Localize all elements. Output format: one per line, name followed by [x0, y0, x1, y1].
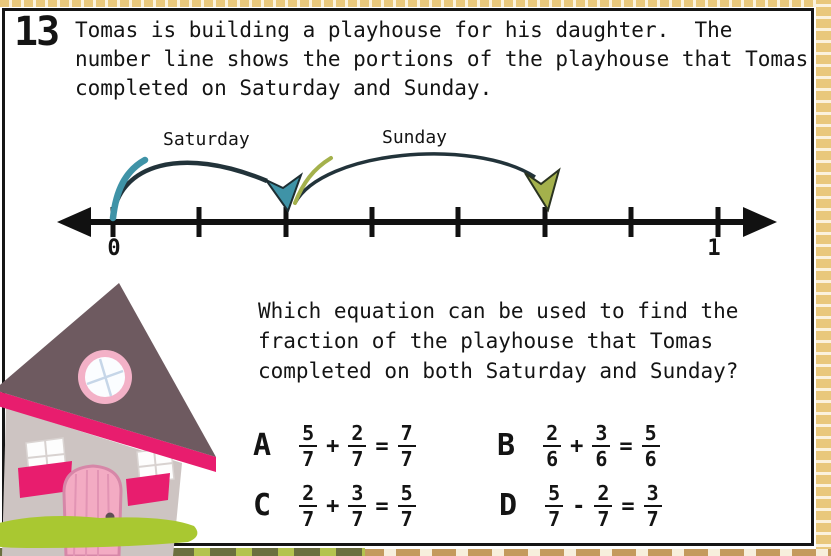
saturday-arc-highlight — [113, 160, 145, 218]
numerator: 5 — [302, 421, 315, 445]
saturday-label: Saturday — [163, 129, 250, 150]
operator: + — [326, 433, 340, 459]
prompt-line-3: completed on Saturday and Sunday. — [75, 76, 493, 100]
operator: - — [572, 493, 586, 519]
sub-question-line-3: completed on both Saturday and Sunday? — [258, 359, 739, 383]
question-prompt — [75, 16, 808, 103]
equals-sign: = — [375, 433, 389, 459]
playhouse-illustration — [0, 278, 230, 556]
denominator: 7 — [348, 505, 366, 529]
choice-letter: C — [253, 488, 272, 523]
fraction — [398, 483, 416, 529]
number-line-left-arrowhead-icon — [57, 207, 91, 237]
operator: + — [326, 493, 340, 519]
number-line-right-arrowhead-icon — [743, 207, 777, 237]
denominator: 6 — [592, 445, 610, 469]
fraction — [644, 483, 662, 529]
numerator: 2 — [302, 481, 315, 505]
numerator: 2 — [546, 421, 559, 445]
numerator: 3 — [595, 421, 608, 445]
operator: + — [570, 433, 584, 459]
numerator: 3 — [351, 481, 364, 505]
fraction — [543, 423, 561, 469]
numerator: 5 — [548, 481, 561, 505]
denominator: 7 — [299, 445, 317, 469]
fraction — [299, 483, 317, 529]
equals-sign: = — [375, 493, 389, 519]
question-number: 13 — [14, 9, 59, 55]
choice-d — [499, 480, 662, 532]
sunday-label: Sunday — [382, 127, 448, 148]
grass — [0, 516, 197, 548]
fraction — [299, 423, 317, 469]
fraction — [594, 483, 612, 529]
choice-c — [253, 480, 416, 532]
denominator: 6 — [543, 445, 561, 469]
saturday-arc — [113, 163, 267, 217]
prompt-line-2: number line shows the portions of the playhouse that Tomas — [75, 47, 809, 71]
fraction — [592, 423, 610, 469]
fraction — [398, 423, 416, 469]
numerator: 2 — [597, 481, 610, 505]
sunday-arrowhead-icon — [525, 170, 559, 210]
number-line-one-label: 1 — [707, 236, 721, 261]
denominator: 7 — [644, 505, 662, 529]
decorative-border-top — [0, 0, 831, 7]
sub-question-line-1: Which equation can be used to find the — [258, 299, 739, 323]
choice-letter: B — [497, 428, 516, 463]
sunday-arc — [295, 154, 535, 203]
equals-sign: = — [621, 493, 635, 519]
choice-letter: A — [253, 428, 272, 463]
decorative-border-right — [816, 0, 831, 556]
denominator: 7 — [398, 445, 416, 469]
fraction — [642, 423, 660, 469]
denominator: 6 — [642, 445, 660, 469]
numerator: 5 — [644, 421, 657, 445]
saturday-arrowhead-icon — [266, 175, 301, 211]
fraction — [348, 423, 366, 469]
denominator: 7 — [299, 505, 317, 529]
numerator: 5 — [400, 481, 413, 505]
choice-a — [253, 420, 416, 472]
denominator: 7 — [594, 505, 612, 529]
sub-question-line-2: fraction of the playhouse that Tomas — [258, 329, 714, 353]
fraction — [545, 483, 563, 529]
choice-letter: D — [499, 488, 518, 523]
numerator: 3 — [646, 481, 659, 505]
fraction — [348, 483, 366, 529]
denominator: 7 — [398, 505, 416, 529]
numerator: 7 — [400, 421, 413, 445]
number-line-zero-label: 0 — [107, 236, 121, 261]
sub-question — [258, 296, 738, 386]
equals-sign: = — [619, 433, 633, 459]
denominator: 7 — [348, 445, 366, 469]
prompt-line-1: Tomas is building a playhouse for his daughter. The — [75, 18, 733, 42]
denominator: 7 — [545, 505, 563, 529]
choice-b — [497, 420, 660, 472]
numerator: 2 — [351, 421, 364, 445]
